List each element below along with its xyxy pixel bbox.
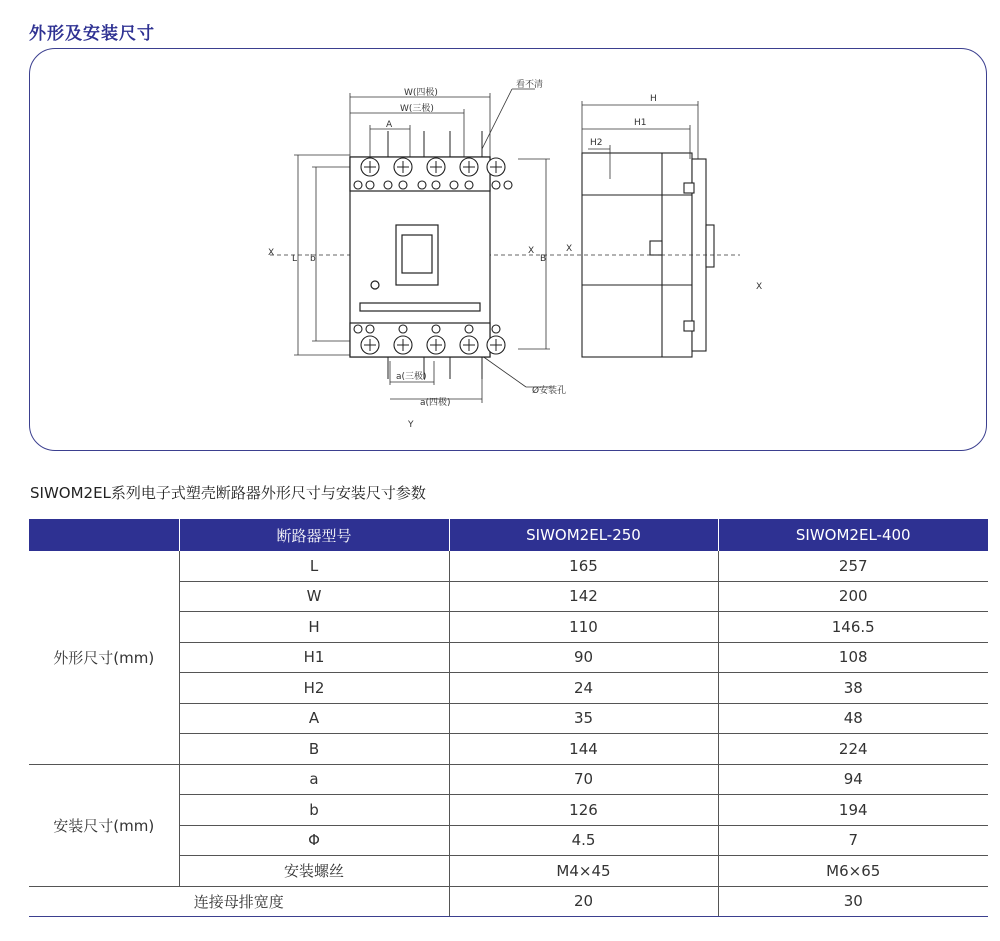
value-250: 126 <box>449 795 718 826</box>
value-400: 30 <box>718 886 988 917</box>
label-gap-note: 看不清 <box>516 80 544 90</box>
param-cell: A <box>179 703 449 734</box>
value-250: 110 <box>449 612 718 643</box>
header-400: SIWOM2EL-400 <box>718 519 988 551</box>
label-hole: Ø安装孔 <box>532 386 567 396</box>
dimension-drawing <box>30 49 988 452</box>
value-400: M6×65 <box>718 856 988 887</box>
spec-table <box>29 519 988 917</box>
param-cell: 安装螺丝 <box>179 856 449 887</box>
param-cell: B <box>179 734 449 765</box>
value-400: 38 <box>718 673 988 704</box>
dimension-drawing-panel <box>29 48 987 451</box>
param-cell: H2 <box>179 673 449 704</box>
param-cell: b <box>179 795 449 826</box>
label-y: Y <box>408 420 414 430</box>
value-250: 24 <box>449 673 718 704</box>
value-400: 108 <box>718 642 988 673</box>
header-corner <box>29 519 179 551</box>
value-250: M4×45 <box>449 856 718 887</box>
value-400: 146.5 <box>718 612 988 643</box>
label-x-mid: X <box>528 246 535 256</box>
label-x-left: X <box>268 248 275 258</box>
param-cell: a <box>179 764 449 795</box>
value-400: 48 <box>718 703 988 734</box>
group-label-outline: 外形尺寸(mm) <box>29 551 179 764</box>
label-a-top: A <box>386 120 393 130</box>
label-h1: H1 <box>634 118 647 128</box>
table-row <box>29 551 988 581</box>
param-cell: W <box>179 581 449 612</box>
header-250: SIWOM2EL-250 <box>449 519 718 551</box>
value-400: 94 <box>718 764 988 795</box>
value-400: 224 <box>718 734 988 765</box>
label-x-far: X <box>756 282 763 292</box>
label-b-right: B <box>540 254 547 264</box>
value-250: 142 <box>449 581 718 612</box>
label-a4: a(四极) <box>420 398 451 408</box>
group-label-mounting: 安装尺寸(mm) <box>29 764 179 886</box>
param-cell: Φ <box>179 825 449 856</box>
label-h: H <box>650 94 657 104</box>
label-w3: W(三极) <box>400 104 434 114</box>
table-caption: SIWOM2EL系列电子式塑壳断路器外形尺寸与安装尺寸参数 <box>30 484 426 502</box>
section-title: 外形及安装尺寸 <box>29 24 155 44</box>
param-cell: H <box>179 612 449 643</box>
label-b-left: b <box>310 254 316 264</box>
table-row <box>29 764 988 795</box>
label-a3: a(三极) <box>396 372 427 382</box>
value-250: 144 <box>449 734 718 765</box>
value-400: 257 <box>718 551 988 581</box>
value-250: 4.5 <box>449 825 718 856</box>
table-header-row <box>29 519 988 551</box>
value-250: 35 <box>449 703 718 734</box>
value-250: 20 <box>449 886 718 917</box>
value-250: 90 <box>449 642 718 673</box>
label-l: L <box>292 254 298 264</box>
value-400: 194 <box>718 795 988 826</box>
param-cell: L <box>179 551 449 581</box>
label-x-side: X <box>566 244 573 254</box>
value-400: 200 <box>718 581 988 612</box>
label-h2: H2 <box>590 138 603 148</box>
table-row-footer <box>29 886 988 917</box>
value-250: 165 <box>449 551 718 581</box>
value-400: 7 <box>718 825 988 856</box>
param-cell: H1 <box>179 642 449 673</box>
param-cell: 连接母排宽度 <box>29 886 449 917</box>
header-model: 断路器型号 <box>179 519 449 551</box>
label-w4: W(四极) <box>404 88 438 98</box>
value-250: 70 <box>449 764 718 795</box>
